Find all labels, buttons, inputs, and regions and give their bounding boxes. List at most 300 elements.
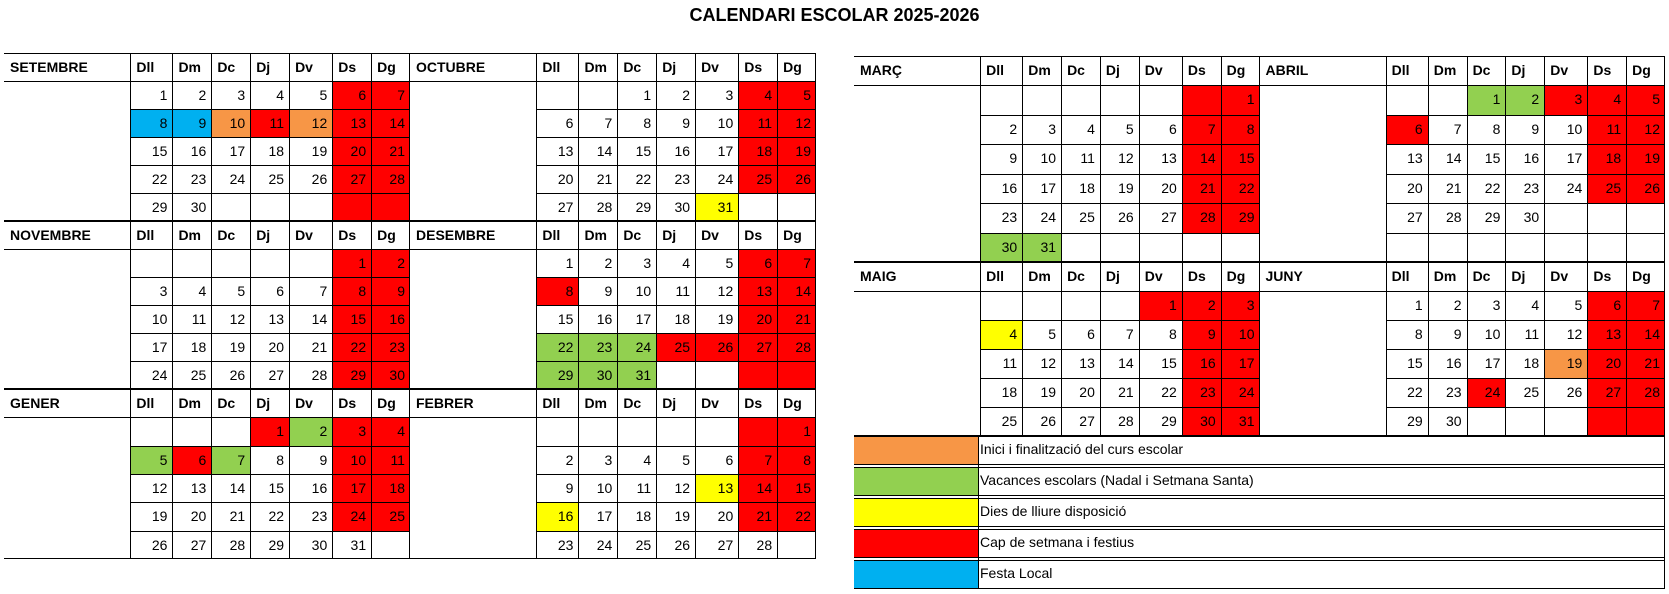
empty-day-cell: [172, 249, 211, 277]
day-cell: 7: [1626, 291, 1665, 320]
day-cell: 29: [332, 361, 371, 389]
empty-day-cell: [1061, 233, 1100, 262]
day-cell: 30: [1182, 407, 1221, 436]
weekday-header: Dm: [178, 59, 201, 75]
day-cell: 20: [1079, 384, 1095, 400]
day-cell: 15: [332, 305, 371, 333]
grid-line: [1386, 56, 1387, 262]
month-name: DESEMBRE: [416, 227, 496, 243]
grid-line: [854, 262, 1260, 263]
calendar-mar-apr: [854, 56, 1665, 262]
empty-day-cell: [777, 193, 816, 221]
weekday-header: Dg: [377, 59, 396, 75]
grid-line: [371, 221, 372, 389]
grid-line: [1182, 262, 1183, 436]
empty-day-cell: [250, 193, 289, 221]
grid-line: [617, 221, 618, 389]
grid-line: [738, 221, 739, 389]
legend-label: Cap de setmana i festius: [980, 534, 1135, 550]
legend-line: [854, 588, 1665, 589]
day-cell: 23: [674, 171, 691, 187]
weekday-header: Dv: [1144, 268, 1163, 284]
day-cell: 27: [1587, 378, 1626, 407]
day-cell: 22: [635, 171, 652, 187]
grid-line: [211, 221, 212, 389]
day-cell: 7: [319, 283, 328, 299]
weekday-header: Dll: [542, 395, 561, 411]
day-cell: 31: [617, 361, 656, 389]
empty-day-cell: [1139, 85, 1182, 114]
day-cell: 18: [738, 137, 777, 165]
month-name: GENER: [10, 395, 60, 411]
day-cell: 3: [604, 451, 613, 468]
legend-label: Dies de lliure disposició: [980, 503, 1127, 519]
grid-line: [815, 53, 816, 221]
grid-line: [1587, 56, 1588, 262]
grid-line: [4, 221, 410, 222]
weekday-header: Dc: [623, 59, 642, 75]
day-cell: 17: [596, 508, 613, 525]
day-cell: 14: [1445, 150, 1462, 167]
day-cell: 19: [1040, 384, 1057, 400]
grid-line: [980, 56, 981, 262]
day-cell: 30: [980, 233, 1022, 262]
day-cell: 17: [1221, 349, 1260, 378]
day-cell: 23: [1523, 179, 1540, 196]
day-cell: 11: [738, 109, 777, 137]
day-cell: 4: [1531, 297, 1540, 313]
day-cell: 14: [1626, 320, 1665, 349]
grid-line: [536, 53, 537, 221]
weekday-header: Ds: [744, 395, 763, 411]
legend-line: [854, 529, 1665, 530]
day-cell: 22: [151, 171, 168, 187]
empty-day-cell: [617, 417, 656, 445]
day-cell: 3: [1544, 85, 1587, 114]
day-cell: 26: [1626, 174, 1665, 203]
legend-line: [854, 467, 1665, 468]
day-cell: 4: [643, 451, 652, 468]
day-cell: 12: [229, 311, 246, 327]
grid-line: [1626, 262, 1627, 436]
grid-line: [695, 53, 696, 221]
weekday-header: Dm: [584, 227, 607, 243]
weekday-header: Dm: [1028, 62, 1051, 78]
empty-day-cell: [1022, 291, 1061, 320]
day-cell: 24: [229, 171, 246, 187]
day-cell: 1: [1467, 85, 1506, 114]
day-cell: 16: [311, 480, 328, 496]
empty-day-cell: [695, 361, 738, 389]
day-cell: 22: [1484, 179, 1501, 196]
weekday-header: Dll: [986, 62, 1005, 78]
day-cell: 13: [1407, 150, 1423, 167]
day-cell: 7: [371, 81, 410, 109]
day-cell: 6: [725, 451, 734, 468]
day-cell: 15: [151, 143, 168, 159]
grid-line: [777, 221, 778, 389]
day-cell: 2: [289, 417, 332, 445]
weekday-header: Dll: [136, 227, 155, 243]
grid-line: [172, 53, 173, 221]
grid-line: [656, 221, 657, 389]
legend-line: [978, 436, 979, 589]
day-cell: 25: [738, 165, 777, 193]
grid-line: [617, 53, 618, 221]
weekday-header: Ds: [338, 59, 357, 75]
day-cell: 4: [198, 283, 207, 299]
empty-day-cell: [1626, 233, 1665, 262]
day-cell: 18: [1001, 384, 1018, 400]
day-cell: 22: [268, 508, 285, 525]
day-cell: 28: [229, 536, 246, 553]
grid-line: [1100, 56, 1101, 262]
day-cell: 26: [777, 165, 816, 193]
grid-line: [211, 389, 212, 559]
month-name: NOVEMBRE: [10, 227, 91, 243]
day-cell: 28: [311, 367, 328, 383]
day-cell: 10: [1566, 120, 1583, 137]
day-cell: 9: [1182, 320, 1221, 349]
day-cell: 8: [1414, 326, 1423, 342]
day-cell: 30: [674, 199, 691, 215]
day-cell: 8: [777, 446, 816, 474]
legend-item: [854, 560, 1665, 589]
day-cell: 31: [350, 536, 367, 553]
grid-line: [1221, 56, 1222, 262]
weekday-header: Dll: [1391, 62, 1410, 78]
day-cell: 26: [151, 536, 168, 553]
weekday-header: Dj: [1511, 62, 1526, 78]
day-cell: 16: [1182, 349, 1221, 378]
day-cell: 22: [1407, 384, 1423, 400]
weekday-header: Dv: [295, 227, 313, 243]
day-cell: 23: [1182, 378, 1221, 407]
day-cell: 19: [151, 508, 168, 525]
grid-line: [1386, 262, 1387, 436]
grid-line: [130, 221, 131, 389]
weekday-header: Dv: [1550, 268, 1569, 284]
day-cell: 22: [332, 333, 371, 361]
grid-line: [4, 249, 410, 250]
grid-line: [578, 389, 579, 559]
grid-line: [1505, 56, 1506, 262]
weekday-header: Dc: [217, 59, 236, 75]
grid-line: [4, 417, 410, 418]
day-cell: 7: [777, 249, 816, 277]
day-cell: 28: [756, 536, 773, 553]
grid-line: [172, 389, 173, 559]
day-cell: 1: [777, 417, 816, 445]
day-cell: 8: [1492, 120, 1501, 137]
legend-item: [854, 467, 1665, 496]
weekday-header: Dv: [701, 395, 719, 411]
day-cell: 17: [717, 143, 734, 159]
day-cell: 8: [276, 451, 285, 468]
grid-line: [289, 389, 290, 559]
day-cell: 29: [635, 199, 652, 215]
empty-day-cell: [1467, 407, 1506, 436]
day-cell: 12: [289, 109, 332, 137]
grid-line: [1061, 262, 1062, 436]
grid-line: [1626, 56, 1627, 262]
empty-day-cell: [1386, 85, 1428, 114]
grid-line: [1544, 262, 1545, 436]
day-cell: 1: [643, 87, 652, 103]
empty-day-cell: [130, 249, 172, 277]
grid-line: [250, 53, 251, 221]
day-cell: 11: [191, 311, 207, 327]
day-cell: 20: [717, 508, 734, 525]
weekday-header: Dg: [1226, 62, 1246, 78]
day-cell: 27: [1079, 413, 1095, 429]
day-cell: 19: [777, 137, 816, 165]
day-cell: 20: [1407, 179, 1423, 196]
day-cell: 2: [1505, 85, 1544, 114]
day-cell: 6: [738, 249, 777, 277]
day-cell: 6: [276, 283, 285, 299]
legend-swatch: [854, 529, 978, 558]
day-cell: 10: [151, 311, 168, 327]
day-cell: 13: [738, 277, 777, 305]
weekday-header: Dj: [1105, 62, 1120, 78]
day-cell: 5: [725, 255, 734, 271]
page-title: CALENDARI ESCOLAR 2025-2026: [689, 5, 980, 25]
legend-swatch: [854, 467, 978, 496]
day-cell: 19: [229, 339, 246, 355]
day-cell: 14: [371, 109, 410, 137]
day-cell: 12: [777, 109, 816, 137]
day-cell: 27: [557, 199, 574, 215]
day-cell: 25: [1001, 413, 1018, 429]
grid-line: [777, 389, 778, 559]
day-cell: 9: [565, 480, 574, 496]
day-cell: 12: [1626, 115, 1665, 144]
weekday-header: Dv: [1144, 62, 1163, 78]
legend-item: [854, 498, 1665, 527]
legend-swatch: [854, 436, 978, 465]
day-cell: 1: [159, 87, 168, 103]
day-cell: 5: [682, 451, 691, 468]
grid-line: [536, 221, 537, 389]
weekday-header: Ds: [1187, 268, 1206, 284]
day-cell: 2: [1182, 291, 1221, 320]
grid-line: [1467, 56, 1468, 262]
empty-day-cell: [738, 193, 777, 221]
grid-line: [1260, 291, 1666, 292]
day-cell: 21: [1118, 384, 1134, 400]
day-cell: 1: [1414, 297, 1423, 313]
legend-line: [854, 526, 1665, 527]
weekday-header: Dm: [1433, 62, 1457, 78]
empty-day-cell: [371, 531, 410, 559]
day-cell: 11: [250, 109, 289, 137]
day-cell: 10: [596, 480, 613, 496]
empty-day-cell: [578, 417, 617, 445]
day-cell: 25: [1523, 384, 1540, 400]
day-cell: 18: [674, 311, 691, 327]
weekday-header: Dg: [1632, 62, 1651, 78]
month-name: ABRIL: [1265, 62, 1309, 78]
grid-line: [1664, 262, 1665, 436]
day-cell: 20: [190, 508, 207, 525]
day-cell: 13: [190, 480, 207, 496]
day-cell: 21: [311, 339, 328, 355]
legend-item: [854, 529, 1665, 558]
day-cell: 19: [1626, 144, 1665, 173]
day-cell: 9: [604, 283, 613, 299]
weekday-header: Ds: [1593, 62, 1612, 78]
weekday-header: Dj: [256, 395, 271, 411]
weekday-header: Dj: [662, 59, 677, 75]
day-cell: 4: [738, 81, 777, 109]
empty-day-cell: [1544, 233, 1587, 262]
day-cell: 3: [643, 255, 652, 271]
day-cell: 27: [268, 367, 285, 383]
day-cell: 3: [237, 87, 246, 103]
day-cell: 20: [268, 339, 285, 355]
weekday-header: Dll: [1391, 268, 1410, 284]
day-cell: 20: [1161, 179, 1177, 196]
day-cell: 5: [237, 283, 246, 299]
day-cell: 3: [725, 87, 734, 103]
day-cell: 28: [1182, 203, 1221, 232]
day-cell: 4: [1587, 85, 1626, 114]
grid-line: [4, 81, 410, 82]
day-cell: 7: [1125, 326, 1134, 342]
weekday-header: Dm: [1433, 268, 1457, 284]
day-cell: 28: [596, 199, 613, 215]
day-cell: 1: [565, 255, 574, 271]
day-cell: 28: [777, 333, 816, 361]
day-cell: 25: [1587, 174, 1626, 203]
day-cell: 24: [617, 333, 656, 361]
legend-label: Vacances escolars (Nadal i Setmana Santa): [980, 472, 1254, 488]
empty-day-cell: [578, 81, 617, 109]
day-cell: 10: [635, 283, 652, 299]
day-cell: 19: [311, 143, 328, 159]
day-cell: 3: [159, 283, 168, 299]
grid-line: [172, 221, 173, 389]
day-cell: 20: [332, 137, 371, 165]
day-cell: 1: [250, 417, 289, 445]
weekday-header: Dg: [1632, 268, 1651, 284]
day-cell: 13: [1161, 150, 1177, 167]
day-cell: 23: [578, 333, 617, 361]
day-cell: 14: [738, 474, 777, 502]
day-cell: 5: [1626, 85, 1665, 114]
day-cell: 17: [1484, 355, 1501, 371]
day-cell: 22: [1221, 174, 1260, 203]
day-cell: 15: [777, 474, 816, 502]
month-name: MAIG: [860, 268, 897, 284]
empty-day-cell: [1061, 85, 1100, 114]
empty-day-cell: [211, 193, 250, 221]
day-cell: 12: [717, 283, 734, 299]
empty-day-cell: [1428, 85, 1467, 114]
day-cell: 3: [1221, 291, 1260, 320]
grid-line: [211, 53, 212, 221]
day-cell: 26: [695, 333, 738, 361]
day-cell: 15: [557, 311, 574, 327]
day-cell: 8: [536, 277, 578, 305]
empty-day-cell: [1061, 291, 1100, 320]
day-cell: 11: [1080, 150, 1095, 167]
calendar-jan-feb: [4, 389, 816, 559]
weekday-header: Dc: [1067, 62, 1085, 78]
weekday-header: Ds: [1593, 268, 1612, 284]
day-cell: 17: [1566, 150, 1583, 167]
day-cell: 28: [1626, 378, 1665, 407]
weekday-header: Dc: [1472, 62, 1491, 78]
day-cell: 6: [1386, 115, 1428, 144]
weekday-header: Dll: [542, 227, 561, 243]
legend-line: [854, 498, 1665, 499]
day-cell: 21: [738, 502, 777, 530]
weekday-header: Dv: [295, 59, 313, 75]
grid-line: [1428, 56, 1429, 262]
grid-line: [738, 53, 739, 221]
empty-day-cell: [211, 249, 250, 277]
day-cell: 26: [1118, 209, 1134, 226]
day-cell: 12: [151, 480, 168, 496]
day-cell: 6: [1087, 326, 1095, 342]
day-cell: 16: [1001, 179, 1018, 196]
day-cell: 4: [371, 417, 410, 445]
day-cell: 16: [536, 502, 578, 530]
day-cell: 3: [332, 417, 371, 445]
day-cell: 15: [635, 143, 652, 159]
day-cell: 8: [1221, 115, 1260, 144]
day-cell: 14: [596, 143, 613, 159]
day-cell: 13: [557, 143, 574, 159]
day-cell: 4: [682, 255, 691, 271]
empty-day-cell: [738, 417, 777, 445]
grid-line: [617, 389, 618, 559]
day-cell: 16: [1445, 355, 1462, 371]
day-cell: 9: [172, 109, 211, 137]
day-cell: 20: [1587, 349, 1626, 378]
day-cell: 13: [268, 311, 285, 327]
day-cell: 14: [1118, 355, 1134, 371]
grid-line: [656, 53, 657, 221]
weekday-header: Dv: [701, 227, 719, 243]
weekday-header: Dc: [1067, 268, 1085, 284]
day-cell: 29: [1161, 413, 1177, 429]
day-cell: 24: [1221, 378, 1260, 407]
grid-line: [1587, 262, 1588, 436]
day-cell: 4: [1087, 120, 1095, 137]
weekday-header: Ds: [744, 227, 763, 243]
day-cell: 11: [1587, 115, 1626, 144]
grid-line: [332, 389, 333, 559]
day-cell: 26: [674, 536, 691, 553]
empty-day-cell: [1100, 233, 1139, 262]
grid-line: [854, 291, 1260, 292]
grid-line: [250, 221, 251, 389]
day-cell: 24: [596, 536, 613, 553]
grid-line: [289, 53, 290, 221]
day-cell: 30: [578, 361, 617, 389]
day-cell: 4: [276, 87, 285, 103]
weekday-header: Dg: [1226, 268, 1246, 284]
day-cell: 26: [311, 171, 328, 187]
day-cell: 11: [1002, 355, 1018, 371]
empty-day-cell: [695, 417, 738, 445]
day-cell: 16: [596, 311, 613, 327]
legend-line: [854, 560, 1665, 561]
grid-line: [578, 53, 579, 221]
